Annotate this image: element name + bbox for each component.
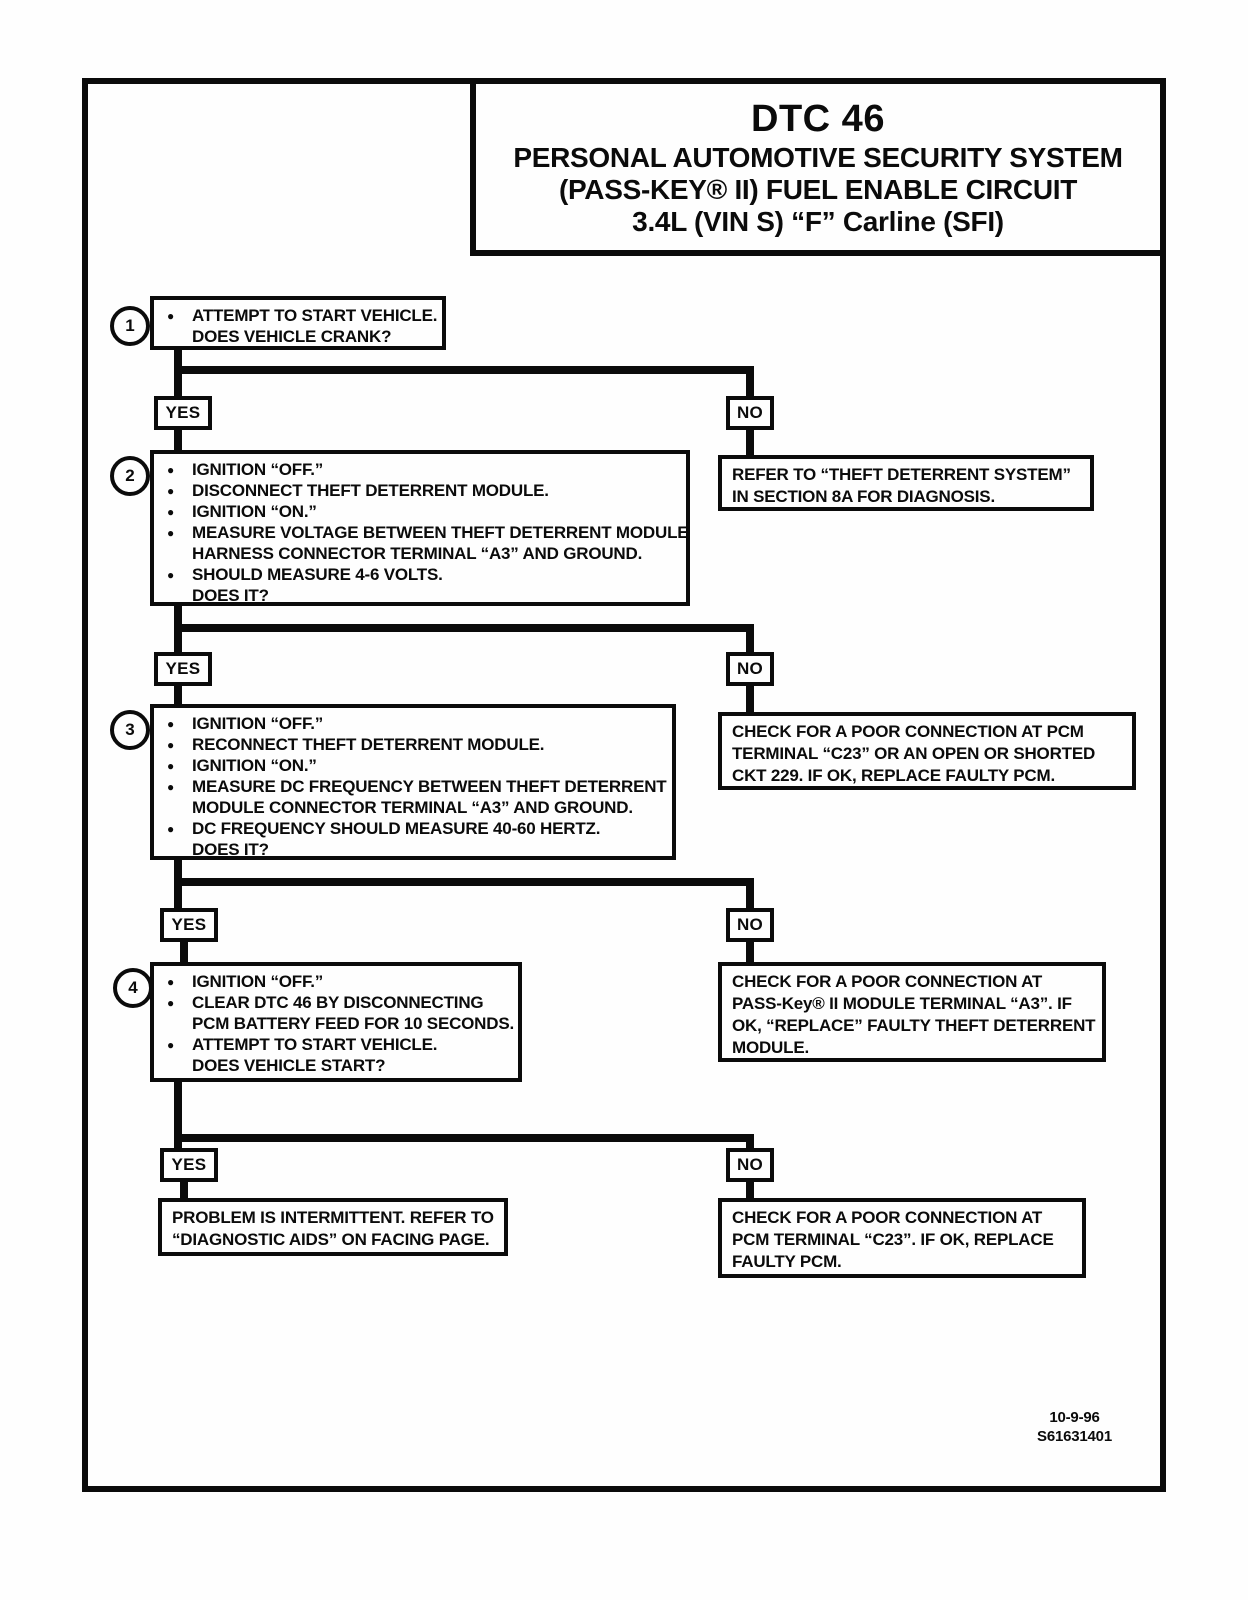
- outcome-line: CHECK FOR A POOR CONNECTION AT: [732, 1208, 1043, 1227]
- outcome-line: CHECK FOR A POOR CONNECTION AT: [732, 972, 1043, 991]
- step-line: ● MEASURE VOLTAGE BETWEEN THEFT DETERRENT MODULE: [154, 522, 682, 543]
- title-line-2: (PASS-KEY® II) FUEL ENABLE CIRCUIT: [558, 174, 1078, 205]
- connector: [180, 1182, 188, 1198]
- no-label-1: NO: [726, 396, 774, 430]
- outcome-line: PCM TERMINAL “C23”. IF OK, REPLACE: [732, 1230, 1054, 1249]
- connector: [174, 624, 754, 632]
- title-box: [470, 78, 1166, 256]
- step-number-3: 3: [110, 710, 150, 750]
- outcome-line: “DIAGNOSTIC AIDS” ON FACING PAGE.: [172, 1230, 490, 1249]
- yes-label-3: YES: [160, 908, 218, 942]
- outcome-line: TERMINAL “C23” OR AN OPEN OR SHORTED: [732, 744, 1096, 763]
- step-line: ● ATTEMPT TO START VEHICLE.: [154, 1034, 514, 1055]
- connector: [746, 1182, 754, 1198]
- connector: [746, 430, 754, 455]
- outcome-line: PROBLEM IS INTERMITTENT. REFER TO: [172, 1208, 494, 1227]
- step-1-box: [150, 296, 446, 350]
- step-line: DOES IT?: [192, 586, 269, 605]
- title-line-3: 3.4L (VIN S) “F” Carline (SFI): [632, 206, 1004, 237]
- no-label-2: NO: [726, 652, 774, 686]
- outcome-line: MODULE.: [732, 1038, 809, 1057]
- step-line: DOES VEHICLE CRANK?: [192, 327, 392, 346]
- outcome-line: REFER TO “THEFT DETERRENT SYSTEM”: [732, 465, 1071, 484]
- connector: [746, 1134, 754, 1148]
- connector: [746, 686, 754, 712]
- connector: [174, 366, 754, 374]
- outcome-line: PASS-Key® II MODULE TERMINAL “A3”. IF: [732, 994, 1072, 1013]
- step-line: DOES VEHICLE START?: [192, 1056, 386, 1075]
- outcome-no-1-box: [718, 455, 1094, 511]
- step-line: DOES IT?: [192, 840, 269, 859]
- step-4-box: [150, 962, 522, 1082]
- connector: [174, 878, 754, 886]
- outcome-no-3-box: [718, 962, 1106, 1062]
- step-line: ● IGNITION “OFF.”: [154, 971, 514, 992]
- step-line: ● IGNITION “ON.”: [154, 755, 668, 776]
- outcome-line: IN SECTION 8A FOR DIAGNOSIS.: [732, 487, 995, 506]
- step-line: ● DC FREQUENCY SHOULD MEASURE 40-60 HERTZ.: [154, 818, 668, 839]
- connector: [746, 878, 754, 908]
- outcome-yes-4-box: [158, 1198, 508, 1256]
- revision-code: S61631401: [1037, 1428, 1112, 1445]
- yes-label-4: YES: [160, 1148, 218, 1182]
- step-line: ● IGNITION “ON.”: [154, 501, 682, 522]
- outcome-line: OK, “REPLACE” FAULTY THEFT DETERRENT: [732, 1016, 1096, 1035]
- connector: [746, 942, 754, 962]
- step-line: HARNESS CONNECTOR TERMINAL “A3” AND GROUND.: [192, 544, 643, 563]
- connector: [174, 686, 182, 704]
- step-line: PCM BATTERY FEED FOR 10 SECONDS.: [192, 1014, 514, 1033]
- yes-label-2: YES: [154, 652, 212, 686]
- step-2-box: [150, 450, 690, 606]
- step-line: ● IGNITION “OFF.”: [154, 459, 682, 480]
- yes-label-1: YES: [154, 396, 212, 430]
- outcome-line: FAULTY PCM.: [732, 1252, 842, 1271]
- no-label-3: NO: [726, 908, 774, 942]
- dtc-heading: DTC 46: [751, 98, 885, 140]
- connector: [746, 366, 754, 396]
- step-line: ● CLEAR DTC 46 BY DISCONNECTING: [154, 992, 514, 1013]
- step-line: ● IGNITION “OFF.”: [154, 713, 668, 734]
- title-line-1: PERSONAL AUTOMOTIVE SECURITY SYSTEM: [513, 142, 1123, 173]
- step-line: ● RECONNECT THEFT DETERRENT MODULE.: [154, 734, 668, 755]
- outcome-no-2-box: [718, 712, 1136, 790]
- no-label-4: NO: [726, 1148, 774, 1182]
- outcome-line: CKT 229. IF OK, REPLACE FAULTY PCM.: [732, 766, 1055, 785]
- step-line: MODULE CONNECTOR TERMINAL “A3” AND GROUND.: [192, 798, 633, 817]
- step-number-4: 4: [113, 968, 153, 1008]
- revision-date: 10-9-96: [1049, 1409, 1100, 1426]
- step-line: ● SHOULD MEASURE 4-6 VOLTS.: [154, 564, 682, 585]
- step-3-box: [150, 704, 676, 860]
- connector: [746, 624, 754, 652]
- connector: [180, 942, 188, 962]
- step-line: ● DISCONNECT THEFT DETERRENT MODULE.: [154, 480, 682, 501]
- step-line: ● MEASURE DC FREQUENCY BETWEEN THEFT DETERRENT: [154, 776, 668, 797]
- connector: [174, 430, 182, 450]
- outcome-no-4-box: [718, 1198, 1086, 1278]
- step-line: ● ATTEMPT TO START VEHICLE.: [154, 305, 438, 326]
- step-number-2: 2: [110, 456, 150, 496]
- connector: [174, 1134, 754, 1142]
- revision-note: [1002, 1408, 1147, 1446]
- outcome-line: CHECK FOR A POOR CONNECTION AT PCM: [732, 722, 1084, 741]
- step-number-1: 1: [110, 306, 150, 346]
